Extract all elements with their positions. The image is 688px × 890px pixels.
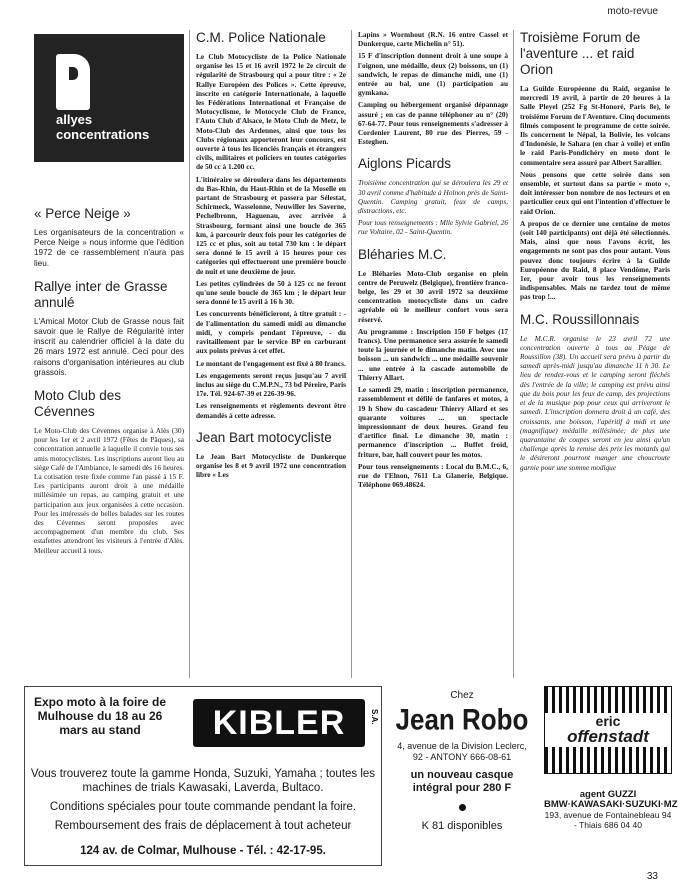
kibler-line: Vous trouverez toute la gamme Honda, Suzuki, Yamaha ; toutes les machines de trials Kawasaki, Laverda, Bultaco. (30, 768, 376, 794)
page-number: 33 (646, 871, 658, 882)
paragraph: Pour tous renseignements : Mlle Sylvie Gabriel, 26 rue Voltaire, 02 - Saint-Quentin. (358, 218, 508, 237)
section-title: « Perce Neige » (34, 206, 131, 221)
column-3 (358, 30, 508, 678)
paragraph: Le samedi 29, matin : inscription permanence, rassemblement et défilé de fanfares et motos, à 19 h Show du cascadeur Thierry Allard et ses quarante voitures ... un spectacle impressionnant de deux heures. Grand feu d'artifice final. Le dimanche 30, matin : permanence d'inscription ... Buffet froid, friture, bar, hall couvert pour les motos. (358, 385, 508, 459)
kibler-line: Conditions spéciales pour toute commande pendant la foire. (49, 801, 357, 813)
column-1 (34, 30, 184, 678)
section-title: Rallye inter de Grasse annulé (34, 278, 168, 310)
section-body: Les organisateurs de la concentration « Perce Neige » nous informe que l'édition 1972 de ce rassemblement n'aura pas lieu. (34, 228, 184, 268)
paragraph: Les petites cylindrées de 50 à 125 cc ne feront qu'une seule boucle de 365 km ; le départ leur sera donné le 15 avril à 16 h 30. (196, 278, 346, 307)
section-title: Troisième Forum de l'aventure ... et raid Orion (520, 30, 641, 77)
paragraph: Le M.C.R. organise le 23 avril 72 une concentration ouverte à tous au Péage de Roussillon (38). Un accueil sera prévu à partir du samedi après-midi jusqu'au dimanche 11 h 30. Le lieu de rendez-vous et le camping seront fléchés dès l'entrée de la ville; le camping est prévu ainsi que du bois pour les feux de camp, des projections et de la musique pop pour ceux qui arriveront le samedi. L'inscription donnera droit à un café, des croissants, une boisson, l'apéritif à midi et une (magnifique) médaille millésimée; de plus une quarantaine de coupes seront en jeu ainsi qu'un challenge après la remise des prix les motards qui le désireront pourront manger une choucroute garnie pour une somme modique (520, 333, 670, 472)
paragraph: 15 F d'inscription donnent droit à une soupe à l'oignon, une médaille, deux (2) boissons, un (1) sandwich, le repas de dimanche midi, une (1) entrée au bal, une (1) participation au gymkana. (358, 51, 508, 98)
section-title: Aiglons Picards (358, 156, 452, 172)
eric-logo (544, 686, 672, 774)
expo-text: Expo moto à la foire de Mulhouse du 18 au 26 mars au stand (33, 695, 167, 737)
robo-model: K 81 disponibles (421, 820, 503, 832)
column-2 (196, 30, 346, 678)
paragraph: Les engagements seront reçus jusqu'au 7 avril inclus au siège du C.M.P.N., 73 bd Péreire, Paris 17e. Tél. 924-67-39 et 226-39-96. (196, 370, 346, 399)
robo-offer: un nouveau casque intégral pour 280 F (410, 769, 514, 794)
robo-name: Jean Robo (395, 701, 529, 737)
kibler-logo-suffix: S.A. (370, 709, 379, 725)
paragraph: Les concurrents bénéficieront, à titre gratuit : - de l'alimentation du samedi midi au dimanche midi, y compris pendant l'épreuve, - du ravitaillement par le service BP en carburant aux points prévus à cet effet. (196, 309, 346, 356)
section-body: L'Amical Motor Club de Grasse nous fait savoir que le Rallye de Régularité inter inscrit au calendrier officiel à la date du 26 mars 1972 est annulé. Ceci pour des raisons d'organisation intérieures au club grassois. (34, 316, 184, 377)
paragraph: Le montant de l'engagement est fixé à 80 francs. (196, 358, 346, 368)
kibler-address: 124 av. de Colmar, Mulhouse - Tél. : 42-17-95. (80, 845, 326, 857)
paragraph: Le Jean Bart Motocycliste de Dunkerque organise les 8 et 9 avril 1972 une concentration libre « Les (196, 451, 346, 480)
section-title: M.C. Roussillonnais (520, 311, 640, 327)
eric-details (544, 789, 678, 830)
magazine-brand: moto-revue (607, 6, 658, 17)
section-title: Jean Bart motocycliste (196, 429, 332, 445)
eric-offenstadt-ad (544, 686, 678, 866)
column-divider (189, 30, 190, 678)
rallyes-logo (34, 34, 184, 162)
eric-address: 193, avenue de Fontainebleau 94 - Thiais 686 04 40 (544, 810, 672, 830)
logo-text: allyes concentrations (56, 112, 150, 142)
eric-brands: BMW·KAWASAKI·SUZUKI·MZ (544, 799, 678, 810)
r-logo-icon (56, 54, 90, 110)
column-divider (513, 30, 514, 678)
paragraph: Au programme : Inscription 150 F belges (17 francs). Une permanence sera assurée le samedi toute la journée et le dimanche matin. Avec une boisson ... un sandwich ... une médaille souvenir ... une entrée à la cascade automobile de Thierry Allart. (358, 326, 508, 382)
kibler-line: Remboursement des frais de déplacement à tout acheteur (54, 820, 352, 832)
paragraph: Nous pensons que cette soirée dans son ensemble, et surtout dans sa partie « moto », doit intéresser bon nombre de nos lecteurs et en particulier ceux qui ont l'intention d'effectuer le raid Orion. (520, 169, 670, 216)
paragraph: La Guilde Européenne du Raid, organise le mercredi 19 avril, à partir de 20 heures à la Salle Pleyel (252 Fg St-Honoré, Paris 8e), le troisième Forum de l'Aventure. Cinq documents filmés composent le programme de cette soirée. Ils concernent le Népal, la Bolivie, les volcans d'Indonésie, le Sahara (en char à voile) et enfin le raid Paris-Pondichéry en moto dont le commentaire sera assuré par Albert Sarallier. (520, 84, 670, 167)
eric-logo-band: eric offenstadt (545, 713, 671, 747)
paragraph: Lapins » Wormhout (R.N. 16 entre Cassel et Dunkerque, carte Michelin n° 51). (358, 30, 508, 49)
section-body: Le Moto-Club des Cévennes organise à Alès (30) pour les 1er et 2 avril 1972 (Fêtes de Pâques), sa concentration annuelle à laquelle il convie tous ses amis motocyclistes. Les inscriptions auront lieu au siège Café de l'Ambiance, le samedi dès 16 heures. La cotisation reste fixée comme l'an passé à 15 F. Les participants auront droit à une médaille millésimée un repas, au camping gratuit et une participation aux jeux organisées à cette occasion. Pour les intéressés de belles balades sur les routes des Cévennes seront proposées avec accompagnement d'un membre du club. Ses estafettes attendront les visiteurs à l'entrée d'Alès. Meilleur accueil à tous. (34, 426, 184, 555)
advertisements (24, 686, 678, 866)
paragraph: Le Bléharies Moto-Club organise en plein centre de Peruwelz (Belgique), frontière franco-belge, les 29 et 30 avril 1972 sa deuxième concentration motocycliste dans un cadre agréable où le meilleur confort vous sera réservé. (358, 268, 508, 324)
column-divider (351, 30, 352, 678)
paragraph: Camping ou hébergement organisé dépannage assuré ; en cas de panne téléphoner au n° (20) 67-64-77. Pour tous renseignements s'adresser à Cordenier Laurent, 80 rue des Pierres, 59 - Esteghen. (358, 100, 508, 147)
column-4 (520, 30, 670, 678)
kibler-ad (24, 686, 382, 866)
paragraph: Le Club Motocycliste de la Police Nationale organise les 15 et 16 avril 1972 le 2e circuit de régularité de Strasbourg qui a pour titre : « 2e Rallye Européen des Polices ». Cette épreuve, inscrite en catégorie Internationale, à laquelle les Fédérations International et Française de Motocyclisme, le Motocycle Club de France, l'Auto Club d'Alsace, le Moto Club de Metz, le Moto-Club des Ardennes, ainsi que tous les Clubs régionaux apporteront leur concours, est ouverte à tous les licenciés français et étrangers civils, militaires et policiers en toutes catégories de 50 cc à 1.200 cc. (196, 52, 346, 172)
kibler-logo: KIBLER S.A. (193, 699, 365, 747)
bullet-icon (459, 804, 466, 811)
paragraph: A propos de ce dernier une centaine de motos (soit 140 participants) ont déjà été sélectionnés. Mais, ainsi que nous l'avons écrit, les engagements ne sont pas clos pour autant. Vous pouvez donc toujours écrire à la Guilde Européenne du Raid, 8 place Vendôme, Paris 1er, pour avoir tous les renseignements indispensables. Mais ne tardez tout de même pas trop !... (520, 218, 670, 302)
kibler-body (25, 767, 381, 838)
paragraph: L'itinéraire se déroulera dans les départements du Bas-Rhin, du Haut-Rhin et de la Moselle en partant de Strasbourg et passera par Sélestat, Schirmeck, Wasselonne, Neuwiller les Saverne, Pechelbronn, Haguenau, avec arrivée à Strasbourg, formant ainsi une boucle de 365 km, à parcourir deux fois pour les catégories de 125 cc et plus, soit au total 730 km : le départ sera donné le 15 avril à 15 heures pour ces catégories qui effectueront une première boucle de nuit et une deuxième de jour. (196, 174, 346, 276)
section-title: C.M. Police Nationale (196, 30, 326, 45)
section-title: Bléharies M.C. (358, 246, 447, 262)
robo-chez: Chez (450, 690, 474, 701)
jean-robo-ad (392, 686, 532, 866)
paragraph: Troisième concentration qui se déroulera les 29 et 30 avril comme d'habitude à Holnon près de Saint-Quentin. Camping gratuit, feux de camps, distractions, etc. (358, 178, 508, 216)
section-title: Moto Club des Cévennes (34, 388, 122, 420)
robo-address: 4, avenue de la Division Leclerc, 92 - ANTONY 666-08-61 (397, 741, 527, 762)
paragraph: Les renseignements et règlements devront être demandés à cette adresse. (196, 401, 346, 420)
paragraph: Pour tous renseignements : Local du B.M.C., 6, rue de l'Elnon, 7611 La Glanerie, Belgique. Téléphone 069.48624. (358, 461, 508, 490)
eric-agent: agent GUZZI (579, 789, 637, 800)
